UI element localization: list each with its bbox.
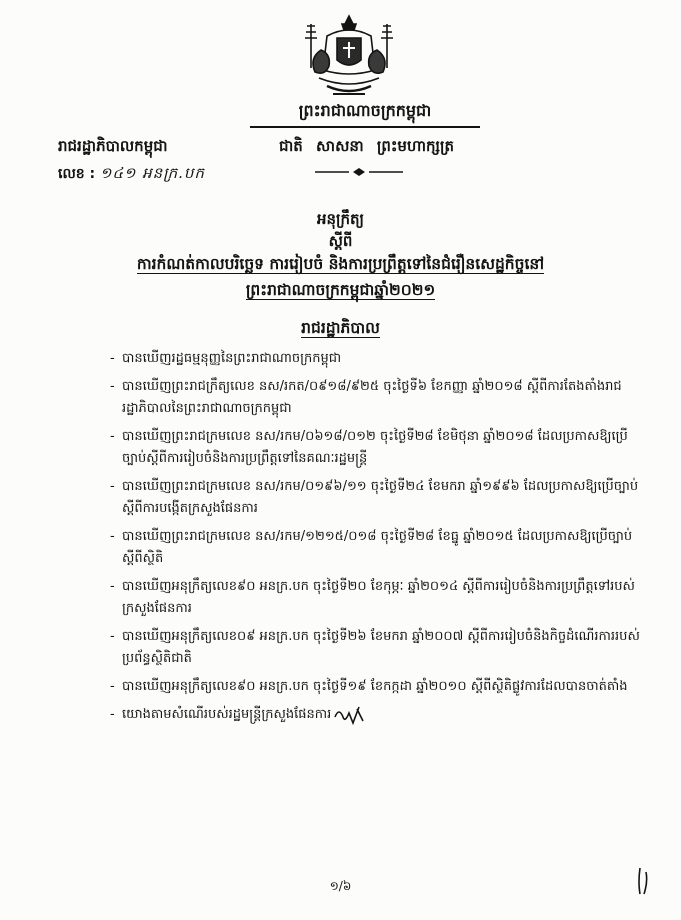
list-item [110, 348, 640, 370]
number-label: លេខ : [58, 166, 96, 182]
ornamental-divider-icon [313, 167, 405, 177]
document-number [58, 164, 205, 186]
royal-government-text: រាជរដ្ឋាភិបាល [301, 319, 380, 337]
document-type: អនុក្រឹត្យ [316, 210, 365, 228]
list-item [110, 576, 640, 620]
list-item-text: យោងតាមសំណើរបស់រដ្ឋមន្ត្រីក្រសួងផែនការ [122, 707, 332, 722]
kingdom-title: ព្រះរាជាណាចក្រកម្ពុជា [250, 100, 480, 128]
list-item-text: - បានឃើញព្រះរាជក្រឹត្យលេខ នស/រកត/០៩១៨/៩២៥ ចុះថ្ងៃទី៦ ខែកញ្ញា ឆ្នាំ២០១៨ ស្តីពីការតែងតាំងរាជរដ្ឋាភិបាលនៃព្រះរាជាណាចក្រកម្ពុជា [122, 379, 622, 416]
page-number: ១/៦ [329, 879, 352, 893]
handwritten-initial [333, 705, 369, 725]
list-item-text: - បានឃើញអនុក្រឹត្យលេខ៩០ អនក្រ.បក ចុះថ្ងៃទី២០ ខែកុម្ភៈ ឆ្នាំ២០១៤ ស្តីពីការរៀបចំនិងការប្រព្រឹត្តទៅរបស់ក្រសួងផែនការ [122, 579, 635, 616]
handwritten-mark [634, 866, 654, 896]
title-line-2-text: ព្រះរាជាណាចក្រកម្ពុជាឆ្នាំ២០២១ [245, 281, 436, 299]
list-item [110, 376, 640, 420]
list-item [110, 704, 640, 726]
list-item [110, 476, 640, 520]
list-item-text: - បានឃើញព្រះរាជក្រមលេខ នស/រកម/០៦១៨/០១២ ចុះថ្ងៃទី២៨ ខែមិថុនា ឆ្នាំ២០១៨ ដែលប្រកាសឱ្យប្រើច្បាប់ស្តីពីការរៀបចំនិងការប្រព្រឹត្តទៅនៃគណៈរដ្ឋមន្ត្រី [122, 429, 628, 466]
title-line-1-text: ការកំណត់កាលបរិច្ឆេទ ការរៀបចំ និងការប្រព្រឹត្តទៅនៃជំរឿនសេដ្ឋកិច្ចនៅ [136, 255, 545, 273]
list-item-text: - បានឃើញព្រះរាជក្រមលេខ នស/រកម/០១៩៦/១១ ចុះថ្ងៃទី២៤ ខែមករា ឆ្នាំ១៩៩៦ ដែលប្រកាសឱ្យប្រើច្បាប់ស្តីពីការបង្កើតក្រសួងផែនការ [122, 479, 639, 516]
list-item-text: - បានឃើញអនុក្រឹត្យលេខ៩០ អនក្រ.បក ចុះថ្ងៃទី១៩ ខែកក្កដា ឆ្នាំ២០១០ ស្តីពីស្ថិតិផ្លូវការដែលបានចាត់តាំង [122, 679, 628, 694]
royal-government-heading [0, 318, 681, 341]
list-item-text: - បានឃើញអនុក្រឹត្យលេខ០៩ អនក្រ.បក ចុះថ្ងៃទី២៦ ខែមករា ឆ្នាំ២០០៧ ស្តីពីការរៀបចំនិងកិច្ចដំណើរការរបស់ប្រព័ន្ធស្ថិតិជាតិ [122, 629, 640, 666]
having-seen-list [110, 348, 640, 726]
list-item-text: - បានឃើញព្រះរាជក្រមលេខ នស/រកម/១២១៥/០១៨ ចុះថ្ងៃទី២៨ ខែធ្នូ ឆ្នាំ២០១៥ ដែលប្រកាសឱ្យប្រើច្បាប់ស្តីពីស្ថិតិ [122, 529, 633, 566]
list-item-text: - បានឃើញរដ្ឋធម្មនុញ្ញនៃព្រះរាជាណាចក្រកម្ពុជា [122, 351, 342, 366]
royal-coat-of-arms-icon [297, 14, 401, 104]
list-item [110, 426, 640, 470]
number-value: ១៤១ អនក្រ.បក [100, 164, 205, 182]
list-item [110, 526, 640, 570]
about-label: ស្តីពី [328, 232, 353, 250]
document-title-line-2 [0, 280, 681, 303]
list-item [110, 626, 640, 670]
national-motto: ជាតិ សាសនា ព្រះមហាក្សត្រ [279, 137, 454, 155]
document-title-line-1 [0, 254, 681, 277]
government-header: រាជរដ្ឋាភិបាលកម្ពុជា [58, 137, 168, 155]
list-item [110, 676, 640, 698]
